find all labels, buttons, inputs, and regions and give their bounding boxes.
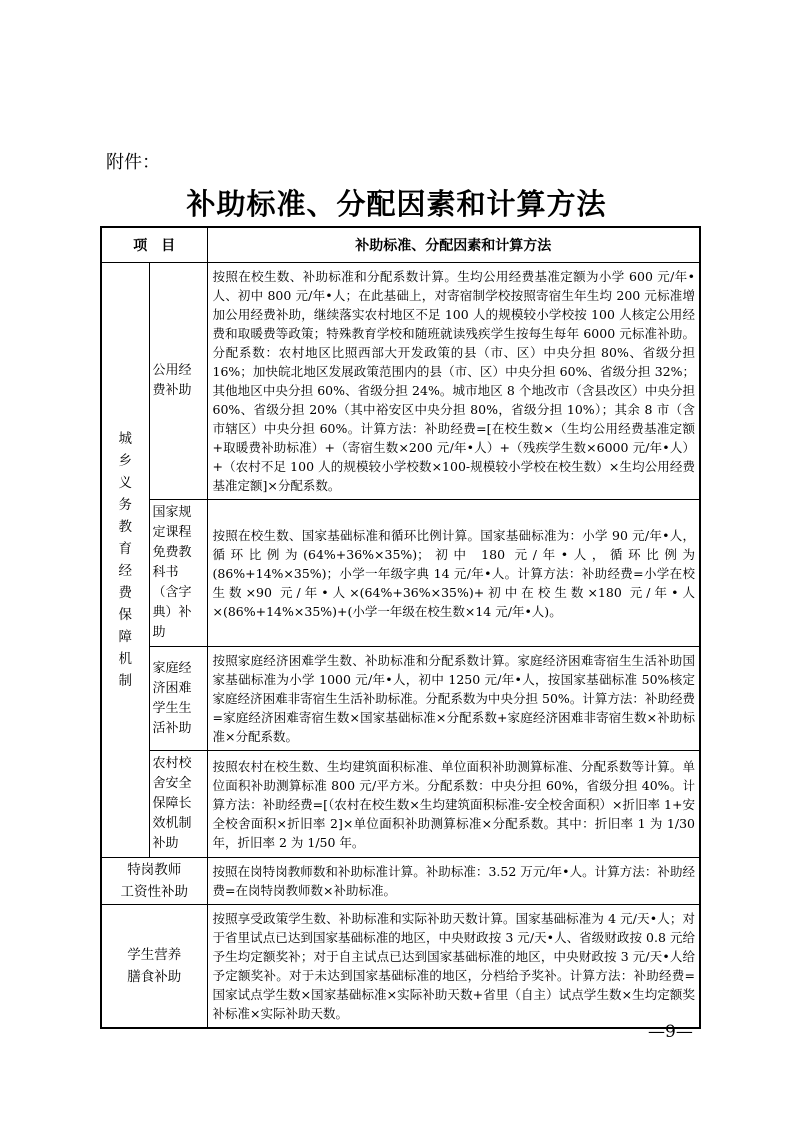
item-name: 国家规定课程免费教科书（含字典）补助 — [149, 500, 207, 647]
item-name-line: 学生营养 — [127, 947, 182, 963]
header-item: 项 目 — [101, 227, 207, 263]
item-name — [101, 858, 207, 905]
subsidy-table — [100, 226, 701, 1029]
table-row — [101, 751, 700, 858]
group-char: 乡 — [118, 453, 132, 469]
group-char: 经 — [118, 563, 132, 579]
item-desc: 按照享受政策学生数、补助标准和实际补助天数计算。国家基础标准为 4 元/天•人；对于省里试点已达到国家基础标准的地区，中央财政按 3 元/天•人、省级财政按 0.8 元给予生均定额奖补；对于自主试点已达到国家基础标准的地区，中央财政按 3 元/天•人给予定额奖补。对于未达到国家基础标准的地区，分档给予奖补。计算方法：补助经费=国家试点学生数×国家基础标准×实际补助天数+省里（自主）试点学生数×生均定额奖补标准×实际补助天数。 — [207, 905, 700, 1029]
item-name-line: 特岗教师 — [127, 862, 182, 878]
group-char: 城 — [118, 431, 132, 447]
group-char: 机 — [118, 651, 132, 667]
group-char: 保 — [118, 607, 132, 623]
table-row — [101, 500, 700, 647]
attachment-label: 附件： — [106, 152, 160, 173]
page-number: —9— — [648, 1022, 693, 1042]
group-char: 义 — [118, 475, 132, 491]
item-name: 农村校舍安全保障长效机制补助 — [149, 751, 207, 858]
item-desc: 按照家庭经济困难学生数、补助标准和分配系数计算。家庭经济困难寄宿生生活补助国家基础标准为小学 1000 元/年•人，初中 1250 元/年•人，按国家基础标准 50%核定家庭经济困难非寄宿生生活补助标准。分配系数为中央分担 50%。计算方法：补助经费=家庭经济困难寄宿生数×国家基础标准×分配系数+家庭经济困难非寄宿生数×补助标准×分配系数。 — [207, 647, 700, 751]
item-name-line: 膳食补助 — [127, 969, 182, 985]
item-name — [101, 905, 207, 1029]
group-char: 教 — [118, 519, 132, 535]
item-name: 家庭经济困难学生生活补助 — [149, 647, 207, 751]
table-row — [101, 905, 700, 1029]
table-row — [101, 858, 700, 905]
item-desc: 按照农村在校生数、生均建筑面积标准、单位面积补助测算标准、分配系数等计算。单位面积补助测算标准 800 元/平方米。分配系数：中央分担 60%，省级分担 40%。计算方法：补助经费=[（农村在校生数×生均建筑面积标准-安全校舍面积）×折旧率 1+安全校舍面积×折旧率 2]×单位面积补助测算标准×分配系数。其中：折旧率 1 为 1/30 年，折旧率 2 为 1/50 年。 — [207, 751, 700, 858]
group-char: 障 — [118, 629, 132, 645]
header-desc: 补助标准、分配因素和计算方法 — [207, 227, 700, 263]
table-row — [101, 647, 700, 751]
item-name-line: 工资性补助 — [120, 884, 188, 900]
item-desc: 按照在校生数、国家基础标准和循环比例计算。国家基础标准为：小学 90 元/年•人，循环比例为(64%+36%×35%)；初中 180 元/年•人，循环比例为(86%+14%×35%)；小学一年级字典 14 元/年•人。计算方法：补助经费=小学在校生数×90 元/年•人×(64%+36%×35%)+初中在校生数×180 元/年•人×(86%+14%×35%)+(小学一年级在校生数×14 元/年•人)。 — [207, 500, 700, 647]
item-desc: 按照在校生数、补助标准和分配系数计算。生均公用经费基准定额为小学 600 元/年•人、初中 800 元/年•人；在此基础上，对寄宿制学校按照寄宿生年生均 200 元标准增加公用经费补助，继续落实农村地区不足 100 人的规模较小学校按 100 人核定公用经费和取暖费等政策；特殊教育学校和随班就读残疾学生按每生每年 6000 元标准补助。分配系数：农村地区比照西部大开发政策的县（市、区）中央分担 80%、省级分担 16%；加快皖北地区发展政策范围内的县（市、区）中央分担 60%、省级分担 32%；其他地区中央分担 60%、省级分担 24%。城市地区 8 个地改市（含县改区）中央分担 60%、省级分担 20%（其中裕安区中央分担 80%，省级分担 10%）；其余 8 市（含市辖区）中央分担 60%。计算方法：补助经费=[在校生数×（生均公用经费基准定额+取暖费补助标准）+（寄宿生数×200 元/年•人）+（残疾学生数×6000 元/年•人）+（农村不足 100 人的规模较小学校数×100-规模较小学校在校生数）×生均公用经费基准定额]×分配系数。 — [207, 263, 700, 500]
group-char: 务 — [118, 497, 132, 513]
document-title: 补助标准、分配因素和计算方法 — [186, 187, 607, 221]
item-name: 公用经费补助 — [149, 263, 207, 500]
table-row — [101, 263, 700, 500]
group-char: 育 — [118, 541, 132, 557]
table-header-row — [101, 227, 700, 263]
group-char: 费 — [118, 585, 132, 601]
item-desc: 按照在岗特岗教师数和补助标准计算。补助标准：3.52 万元/年•人。计算方法：补助经费=在岗特岗教师数×补助标准。 — [207, 858, 700, 905]
group-char: 制 — [118, 673, 132, 689]
group-label — [101, 263, 149, 858]
